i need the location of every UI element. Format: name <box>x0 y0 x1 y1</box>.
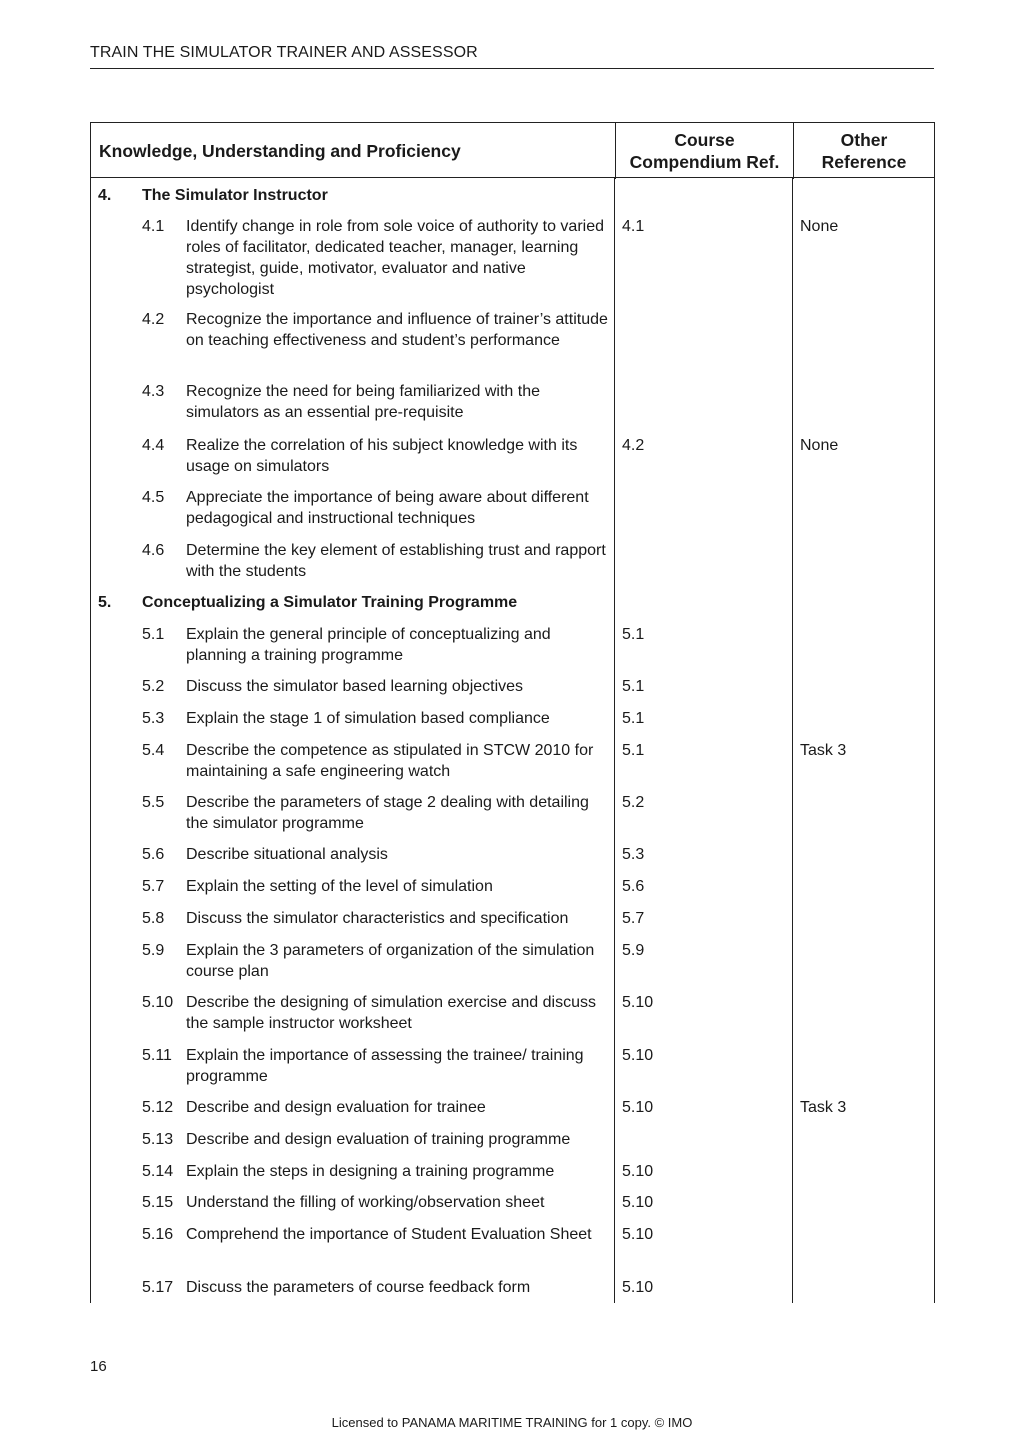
compendium-ref: 5.10 <box>622 1047 654 1064</box>
item-description: Recognize the importance and influence of trainer’s attitude on teaching effectiveness and student’s performance <box>186 311 608 349</box>
item-number: 5.1 <box>142 626 165 643</box>
item-description: Describe the designing of simulation exercise and discuss the sample instructor worksheet <box>186 994 596 1032</box>
item-number: 5.8 <box>142 910 165 927</box>
item-number: 4.4 <box>142 437 165 454</box>
compendium-ref: 5.10 <box>622 1226 654 1243</box>
item-number: 5.13 <box>142 1131 174 1148</box>
item-description: Describe situational analysis <box>186 846 388 863</box>
item-number: 5.16 <box>142 1226 174 1243</box>
item-number: 5.14 <box>142 1163 174 1180</box>
item-number: 5.4 <box>142 742 165 759</box>
compendium-ref: 5.2 <box>622 794 645 811</box>
compendium-ref: 5.10 <box>622 1279 654 1296</box>
item-description: Describe the competence as stipulated in STCW 2010 for maintaining a safe engineering watch <box>186 742 594 780</box>
table-header <box>90 122 935 178</box>
item-number: 5.11 <box>142 1047 172 1064</box>
other-reference: None <box>800 218 839 235</box>
column-header-other-reference <box>793 123 934 179</box>
other-reference: Task 3 <box>800 1099 847 1116</box>
item-number: 4.5 <box>142 489 165 506</box>
compendium-ref: 5.9 <box>622 942 645 959</box>
item-number: 5.3 <box>142 710 165 727</box>
item-description: Appreciate the importance of being aware about different pedagogical and instructional techniques <box>186 489 589 527</box>
compendium-ref: 4.1 <box>622 218 645 235</box>
item-description: Explain the importance of assessing the trainee/ training programme <box>186 1047 584 1085</box>
compendium-ref: 5.10 <box>622 1163 654 1180</box>
item-description: Explain the 3 parameters of organization of the simulation course plan <box>186 942 595 980</box>
compendium-ref: 5.7 <box>622 910 645 927</box>
compendium-ref: 4.2 <box>622 437 645 454</box>
item-description: Discuss the simulator characteristics and specification <box>186 910 569 927</box>
license-footer: Licensed to PANAMA MARITIME TRAINING for 1 copy. © IMO <box>331 1415 693 1430</box>
column-divider <box>934 178 935 1303</box>
item-number: 5.17 <box>142 1279 174 1296</box>
item-description: Explain the setting of the level of simulation <box>186 878 493 895</box>
item-number: 4.1 <box>142 218 165 235</box>
compendium-ref: 5.10 <box>622 1194 654 1211</box>
item-number: 5.15 <box>142 1194 174 1211</box>
item-description: Comprehend the importance of Student Evaluation Sheet <box>186 1226 592 1243</box>
compendium-ref: 5.10 <box>622 1099 654 1116</box>
compendium-ref: 5.10 <box>622 994 654 1011</box>
item-description: Explain the steps in designing a training programme <box>186 1163 555 1180</box>
item-number: 5.2 <box>142 678 165 695</box>
item-number: 5.7 <box>142 878 165 895</box>
item-description: Explain the general principle of conceptualizing and planning a training programme <box>186 626 551 664</box>
item-description: Describe the parameters of stage 2 dealing with detailing the simulator programme <box>186 794 589 832</box>
item-description: Identify change in role from sole voice of authority to varied roles of facilitator, dedicated teacher, manager, learning strategist, guide, motivator, evaluator and native psychologist <box>186 218 604 298</box>
compendium-ref: 5.6 <box>622 878 645 895</box>
column-header-compendium-ref <box>615 123 793 179</box>
item-description: Explain the stage 1 of simulation based compliance <box>186 710 550 727</box>
item-number: 5.10 <box>142 994 174 1011</box>
section-number: 4. <box>98 187 112 204</box>
other-reference: Task 3 <box>800 742 847 759</box>
column-divider <box>614 178 615 1303</box>
item-description: Recognize the need for being familiarized with the simulators as an essential pre-requisite <box>186 383 540 421</box>
item-description: Describe and design evaluation of training programme <box>186 1131 571 1148</box>
page-number: 16 <box>90 1358 107 1375</box>
compendium-ref: 5.1 <box>622 626 645 643</box>
item-description: Discuss the parameters of course feedback form <box>186 1279 531 1296</box>
item-number: 4.2 <box>142 311 165 328</box>
other-reference: None <box>800 437 839 454</box>
item-description: Understand the filling of working/observation sheet <box>186 1194 545 1211</box>
table-body <box>90 178 935 1303</box>
item-number: 5.5 <box>142 794 165 811</box>
section-title: The Simulator Instructor <box>142 187 328 204</box>
item-number: 5.6 <box>142 846 165 863</box>
item-number: 4.6 <box>142 542 165 559</box>
column-header-other-line1: Other <box>840 130 888 150</box>
item-number: 4.3 <box>142 383 165 400</box>
column-header-other-line2: Reference <box>821 152 907 172</box>
section-number: 5. <box>98 594 112 611</box>
column-header-compendium-line2: Compendium Ref. <box>629 152 780 172</box>
compendium-ref: 5.1 <box>622 742 645 759</box>
item-number: 5.9 <box>142 942 165 959</box>
item-description: Discuss the simulator based learning objectives <box>186 678 524 695</box>
compendium-ref: 5.1 <box>622 678 645 695</box>
running-header: TRAIN THE SIMULATOR TRAINER AND ASSESSOR <box>90 44 478 61</box>
syllabus-table <box>90 122 935 1303</box>
column-header-knowledge: Knowledge, Understanding and Proficiency <box>99 141 461 161</box>
item-description: Describe and design evaluation for trainee <box>186 1099 486 1116</box>
header-rule <box>90 68 934 69</box>
compendium-ref: 5.3 <box>622 846 645 863</box>
column-divider <box>90 178 91 1303</box>
item-description: Determine the key element of establishing trust and rapport with the students <box>186 542 606 580</box>
compendium-ref: 5.1 <box>622 710 645 727</box>
column-header-compendium-line1: Course <box>674 130 735 150</box>
section-title: Conceptualizing a Simulator Training Programme <box>142 594 518 611</box>
item-number: 5.12 <box>142 1099 174 1116</box>
column-divider <box>792 178 793 1303</box>
item-description: Realize the correlation of his subject knowledge with its usage on simulators <box>186 437 578 475</box>
